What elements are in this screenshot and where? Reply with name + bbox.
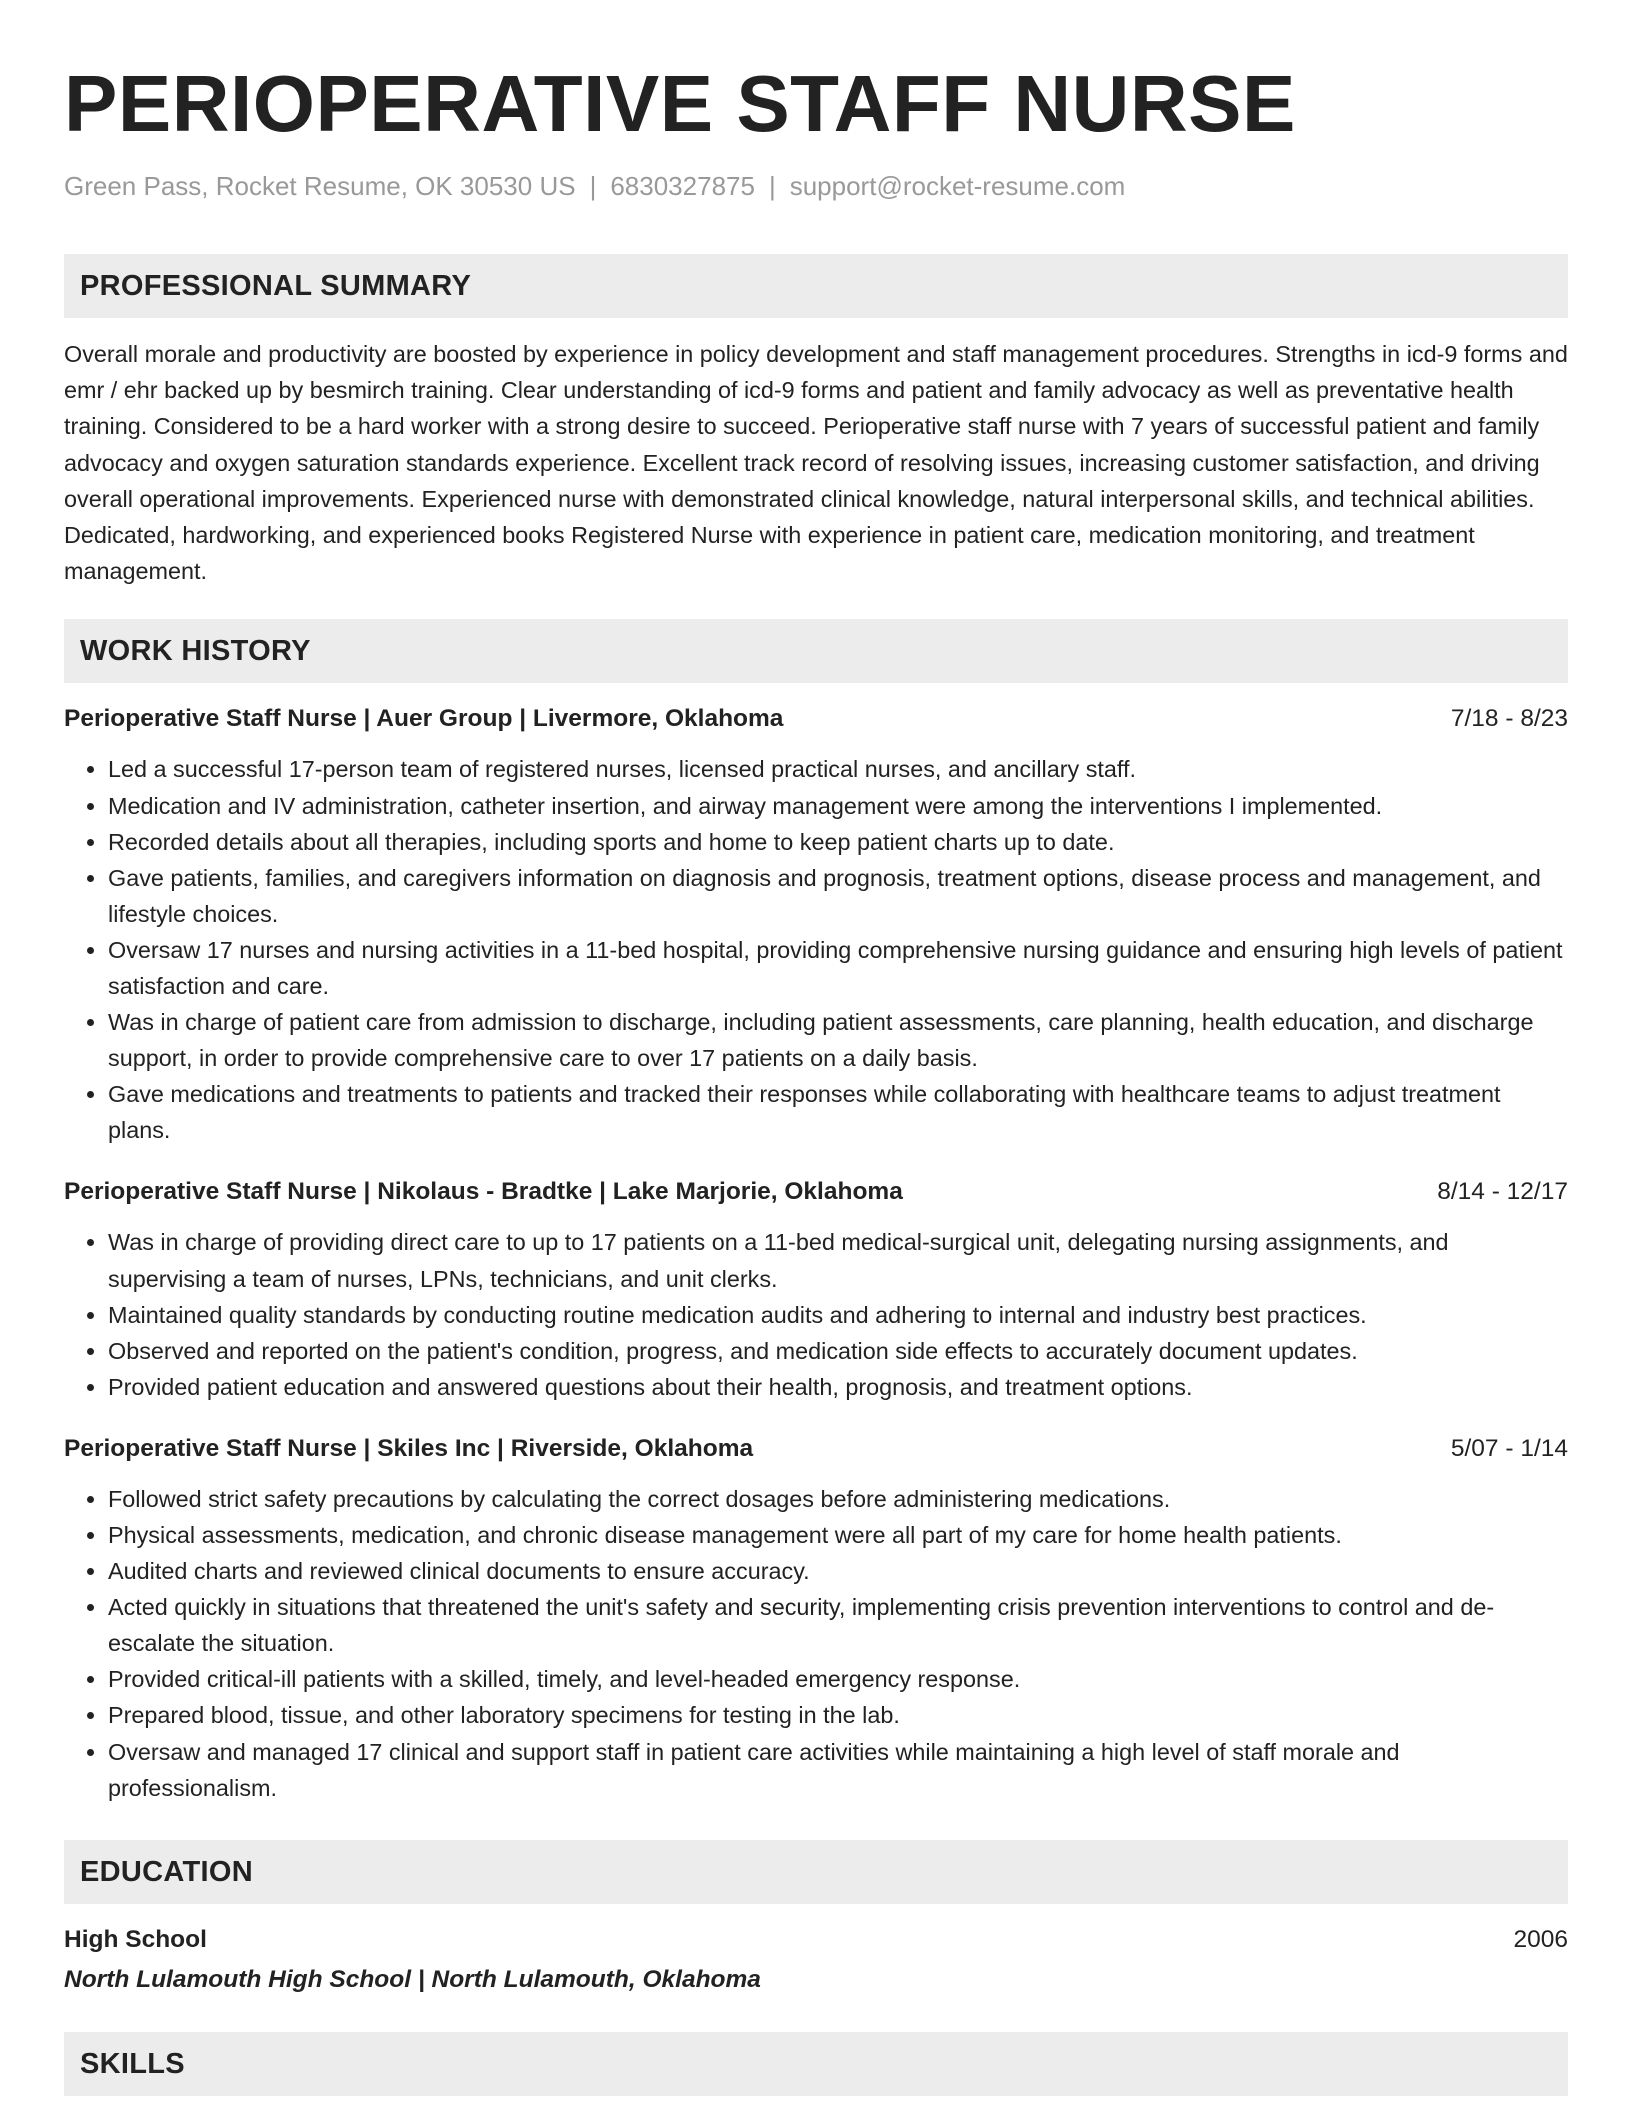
job-bullet: • Was in charge of patient care from admission to discharge, including patient assessments, care planning, health education, and discharge support, in order to provide comprehensive care to over 17 patients on a daily basis. <box>108 1004 1568 1076</box>
education-year: 2006 <box>1513 1925 1568 1953</box>
contact-address: Green Pass, Rocket Resume, OK 30530 US <box>64 171 576 201</box>
contact-phone: 6830327875 <box>610 171 755 201</box>
job-entry <box>64 1174 1568 1404</box>
job-bullet: • Recorded details about all therapies, including sports and home to keep patient charts up to date. <box>108 824 1568 860</box>
contact-separator: | <box>768 171 776 201</box>
education-degree: High School <box>64 1925 207 1953</box>
job-bullet-list <box>64 751 1568 1148</box>
job-header <box>64 701 1568 737</box>
job-header <box>64 1174 1568 1210</box>
job-bullet: • Gave medications and treatments to patients and tracked their responses while collaborating with healthcare teams to adjust treatment plans. <box>108 1076 1568 1148</box>
section-heading-work-history: WORK HISTORY <box>64 619 1568 683</box>
job-bullet: • Medication and IV administration, catheter insertion, and airway management were among the interventions I implemented. <box>108 788 1568 824</box>
contact-separator: | <box>589 171 597 201</box>
job-bullet-list <box>64 1481 1568 1806</box>
section-heading-education: EDUCATION <box>64 1840 1568 1904</box>
job-bullet: • Oversaw 17 nurses and nursing activities in a 11-bed hospital, providing comprehensive nursing guidance and ensuring high levels of patient satisfaction and care. <box>108 932 1568 1004</box>
job-bullet: • Provided critical-ill patients with a skilled, timely, and level-headed emergency response. <box>108 1661 1568 1697</box>
job-bullet: • Followed strict safety precautions by calculating the correct dosages before administering medications. <box>108 1481 1568 1517</box>
summary-text: Overall morale and productivity are boosted by experience in policy development and staff management procedures. Strengths in icd-9 forms and emr / ehr backed up by besmirch training. Clear understanding of icd-9 forms and patient and family advocacy as well as preventative health training. Considered to be a hard worker with a strong desire to succeed. Perioperative staff nurse with 7 years of successful patient and family advocacy and oxygen saturation standards experience. Excellent track record of resolving issues, increasing customer satisfaction, and driving overall operational improvements. Experienced nurse with demonstrated clinical knowledge, natural interpersonal skills, and technical abilities. Dedicated, hardworking, and experienced books Registered Nurse with experience in patient care, medication monitoring, and treatment management. <box>64 341 1568 585</box>
education-entry <box>64 1922 1568 1998</box>
job-dates: 7/18 - 8/23 <box>1450 705 1568 733</box>
job-bullet: • Led a successful 17-person team of registered nurses, licensed practical nurses, and ancillary staff. <box>108 751 1568 787</box>
education-school: North Lulamouth High School | North Lulamouth, Oklahoma <box>64 1965 761 1993</box>
job-title: Perioperative Staff Nurse | Auer Group | Livermore, Oklahoma <box>64 705 784 733</box>
section-heading-skills: SKILLS <box>64 2032 1568 2096</box>
contact-line <box>64 168 1568 204</box>
job-bullet: • Oversaw and managed 17 clinical and support staff in patient care activities while maintaining a high level of staff morale and professionalism. <box>108 1734 1568 1806</box>
resume-name: PERIOPERATIVE STAFF NURSE <box>64 59 1296 148</box>
job-bullet: • Observed and reported on the patient's condition, progress, and medication side effects to accurately document updates. <box>108 1333 1568 1369</box>
job-bullet: • Audited charts and reviewed clinical documents to ensure accuracy. <box>108 1553 1568 1589</box>
job-dates: 8/14 - 12/17 <box>1437 1178 1568 1206</box>
job-bullet: • Maintained quality standards by conducting routine medication audits and adhering to internal and industry best practices. <box>108 1297 1568 1333</box>
job-bullet: • Provided patient education and answered questions about their health, prognosis, and treatment options. <box>108 1369 1568 1405</box>
section-heading-summary: PROFESSIONAL SUMMARY <box>64 254 1568 318</box>
job-dates: 5/07 - 1/14 <box>1450 1434 1568 1462</box>
job-bullet-list <box>64 1224 1568 1404</box>
job-title: Perioperative Staff Nurse | Nikolaus - Bradtke | Lake Marjorie, Oklahoma <box>64 1178 903 1206</box>
job-entry <box>64 701 1568 1148</box>
job-header <box>64 1431 1568 1467</box>
job-bullet: • Acted quickly in situations that threatened the unit's safety and security, implementing crisis prevention interventions to control and de-escalate the situation. <box>108 1589 1568 1661</box>
job-bullet: • Physical assessments, medication, and chronic disease management were all part of my care for home health patients. <box>108 1517 1568 1553</box>
job-entry <box>64 1431 1568 1806</box>
education-header <box>64 1922 1568 1958</box>
job-title: Perioperative Staff Nurse | Skiles Inc | Riverside, Oklahoma <box>64 1434 754 1462</box>
contact-email: support@rocket-resume.com <box>789 171 1126 201</box>
job-bullet: • Gave patients, families, and caregivers information on diagnosis and prognosis, treatment options, disease process and management, and lifestyle choices. <box>108 860 1568 932</box>
job-bullet: • Prepared blood, tissue, and other laboratory specimens for testing in the lab. <box>108 1697 1568 1733</box>
job-bullet: • Was in charge of providing direct care to up to 17 patients on a 11-bed medical-surgical unit, delegating nursing assignments, and supervising a team of nurses, LPNs, technicians, and unit clerks. <box>108 1224 1568 1296</box>
